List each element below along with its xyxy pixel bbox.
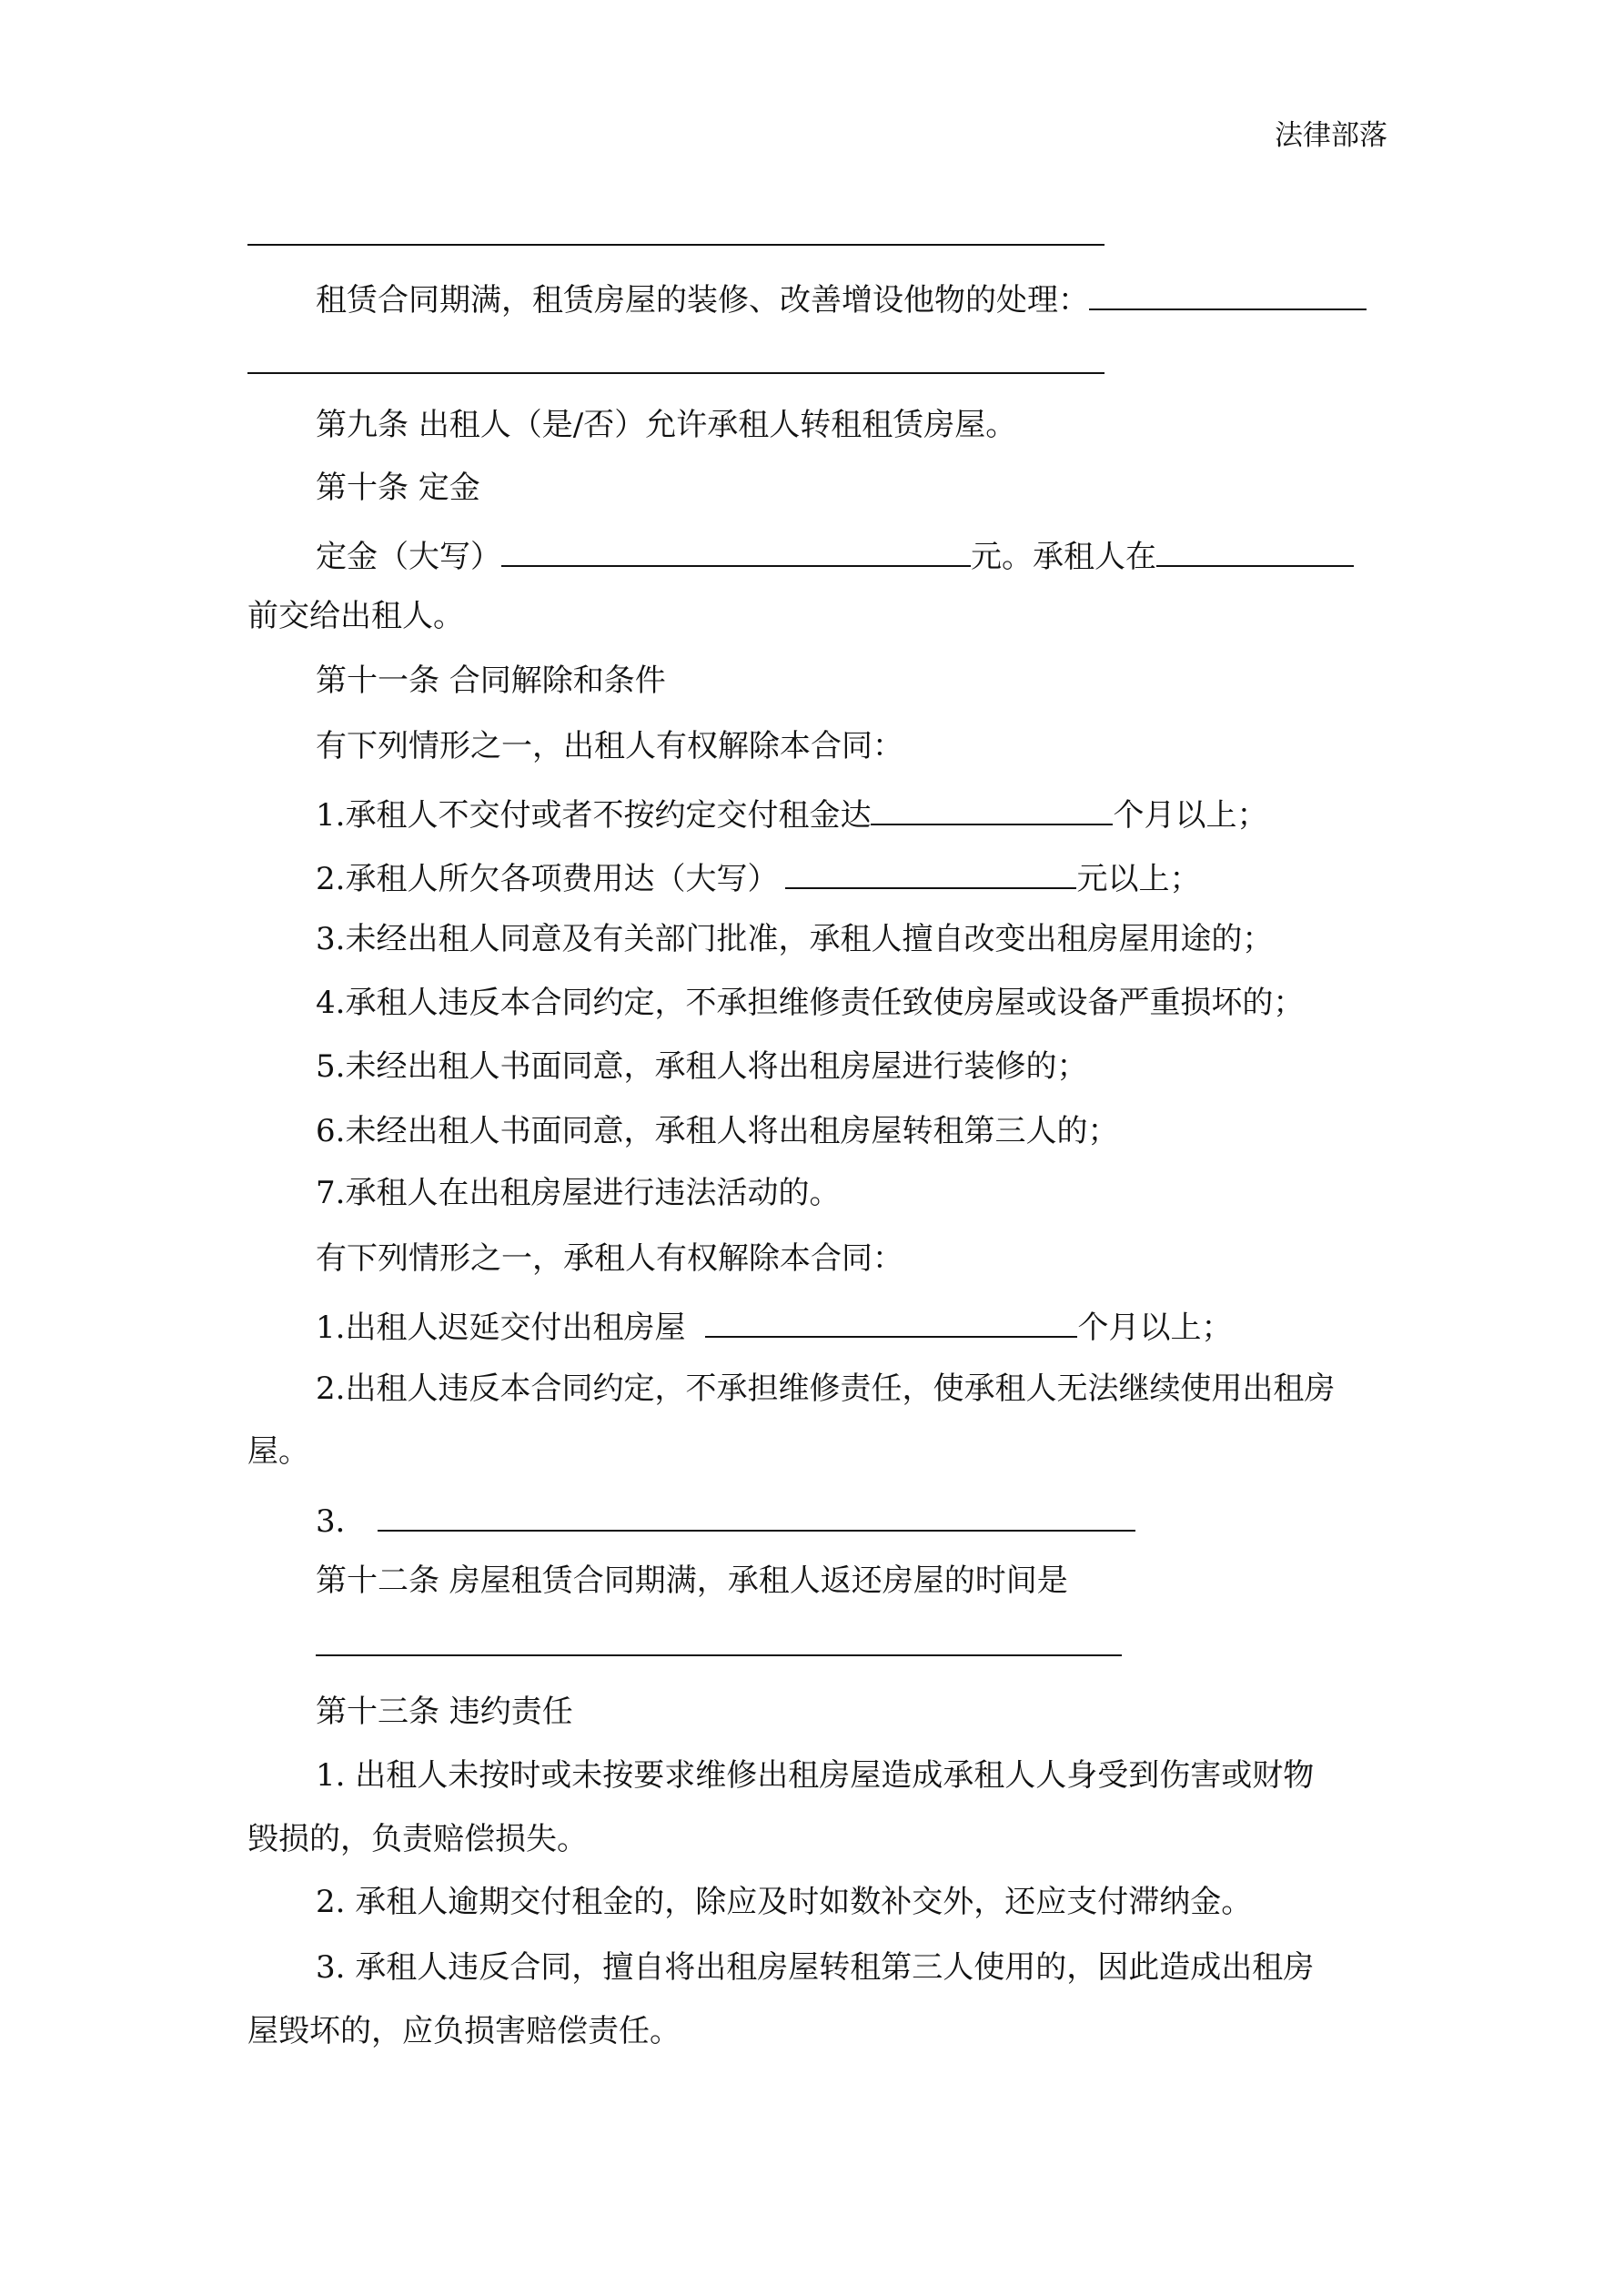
clause-line: [316, 276, 1367, 320]
clause-line: 6.未经出租人书面同意，承租人将出租房屋转租第三人的；: [316, 1113, 1119, 1149]
fill-blank: [1156, 532, 1354, 567]
clause-line: [316, 855, 1200, 899]
article-11-title: 第十一条 合同解除和条件: [316, 663, 666, 699]
blank-rule: [247, 244, 1105, 246]
clause-text: 定金（大写）: [316, 539, 501, 575]
clause-text: 租赁合同期满，租赁房屋的装修、改善增设他物的处理：: [316, 282, 1089, 319]
clause-text: 1.出租人迟延交付出租房屋: [316, 1310, 686, 1346]
clause-line: 2.出租人违反本合同约定，不承担维修责任，使承租人无法继续使用出租房: [316, 1371, 1336, 1407]
clause-line: [316, 532, 1354, 577]
clause-line: 5.未经出租人书面同意，承租人将出租房屋进行装修的；: [316, 1048, 1088, 1085]
clause-text: 个月以上；: [1113, 797, 1268, 834]
clause-line: [316, 791, 1267, 835]
article-12: 第十二条 房屋租赁合同期满，承租人返还房屋的时间是: [316, 1563, 1068, 1599]
fill-blank: [785, 855, 1076, 889]
header-brand: 法律部落: [1275, 119, 1387, 152]
clause-line: [316, 1497, 1135, 1542]
blank-rule: [247, 372, 1105, 374]
clause-line: 3.未经出租人同意及有关部门批准，承租人擅自改变出租房屋用途的；: [316, 921, 1274, 957]
clause-text: 3．: [316, 1503, 367, 1540]
clause-line: 有下列情形之一，承租人有权解除本合同：: [316, 1240, 903, 1277]
fill-blank: [871, 791, 1113, 825]
clause-line: 3. 承租人违反合同，擅自将出租房屋转租第三人使用的，因此造成出租房: [316, 1949, 1315, 1986]
clause-line: 屋毁坏的，应负损害赔偿责任。: [247, 2013, 681, 2049]
clause-text: 1.承租人不交付或者不按约定交付租金达: [316, 797, 872, 834]
fill-blank: [1089, 276, 1367, 310]
clause-line: 7.承租人在出租房屋进行违法活动的。: [316, 1175, 841, 1211]
article-9: 第九条 出租人（是/否）允许承租人转租租赁房屋。: [316, 407, 1017, 443]
article-13-title: 第十三条 违约责任: [316, 1694, 573, 1730]
clause-text: 元以上；: [1076, 861, 1201, 897]
clause-line: 毁损的，负责赔偿损失。: [247, 1821, 588, 1857]
clause-text: 个月以上；: [1077, 1310, 1233, 1346]
clause-line: [316, 1303, 1232, 1348]
clause-line: 前交给出租人。: [247, 598, 464, 634]
blank-rule: [316, 1654, 1122, 1656]
clause-line: 4.承租人违反本合同约定，不承担维修责任致使房屋或设备严重损坏的；: [316, 985, 1305, 1021]
clause-text: 元。承租人在: [971, 539, 1156, 575]
fill-blank: [705, 1303, 1077, 1338]
clause-line: 1. 出租人未按时或未按要求维修出租房屋造成承租人人身受到伤害或财物: [316, 1757, 1315, 1794]
clause-text: 2.承租人所欠各项费用达（大写）: [316, 861, 779, 897]
clause-line: 有下列情形之一，出租人有权解除本合同：: [316, 728, 903, 764]
article-10-title: 第十条 定金: [316, 470, 480, 506]
clause-line: 2. 承租人逾期交付租金的，除应及时如数补交外，还应支付滞纳金。: [316, 1884, 1253, 1920]
clause-line: 屋。: [247, 1433, 309, 1470]
fill-blank: [501, 532, 971, 567]
fill-blank: [378, 1497, 1135, 1532]
